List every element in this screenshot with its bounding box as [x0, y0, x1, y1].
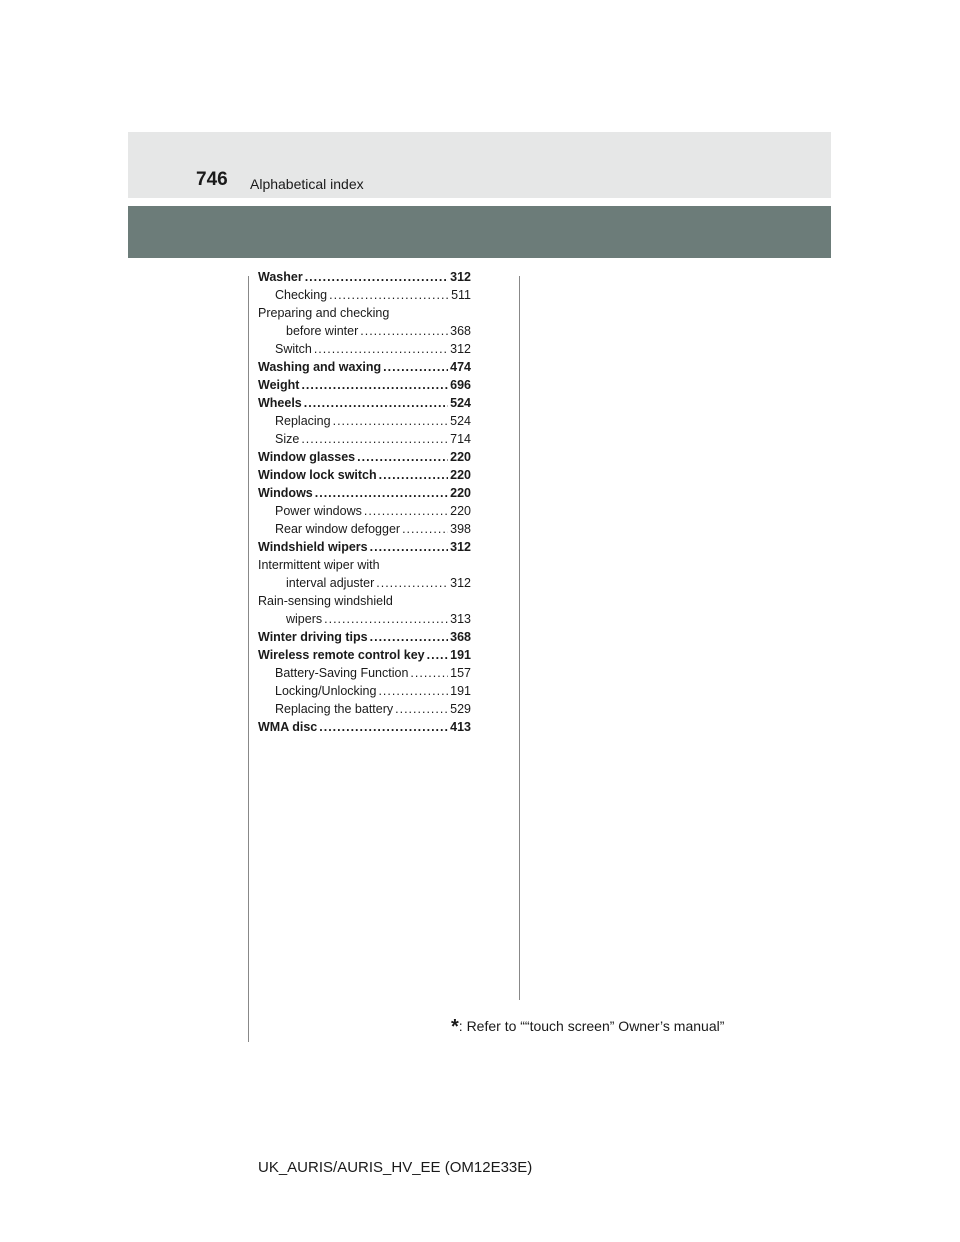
- index-term: Rain-sensing windshield: [258, 594, 393, 608]
- index-page-number: 474: [450, 360, 471, 374]
- dot-leader: [364, 502, 448, 520]
- index-term: Switch: [275, 342, 312, 356]
- index-page-number: 220: [450, 468, 471, 482]
- index-entry: [258, 646, 471, 664]
- index-term: Checking: [275, 288, 328, 302]
- index-page-number: 529: [450, 702, 471, 716]
- dot-leader: [370, 628, 449, 646]
- index-page-number: 413: [450, 720, 471, 734]
- index-term: Washer: [258, 270, 303, 284]
- index-entry: [258, 718, 471, 736]
- dot-leader: [329, 286, 449, 304]
- dot-leader: [333, 412, 449, 430]
- index-entry: [258, 358, 471, 376]
- document-code: UK_AURIS/AURIS_HV_EE (OM12E33E): [258, 1159, 533, 1176]
- dot-leader: [319, 718, 448, 736]
- index-term: Locking/Unlocking: [275, 684, 377, 698]
- index-term: interval adjuster: [286, 576, 375, 590]
- index-page-number: 398: [450, 522, 471, 536]
- footnote: [451, 1016, 724, 1037]
- footnote-text: : Refer to ““touch screen” Owner’s manual”: [458, 1018, 725, 1034]
- index-term: Washing and waxing: [258, 360, 382, 374]
- index-page-number: 313: [450, 612, 471, 626]
- index-entry: [258, 286, 471, 304]
- index-term: Wireless remote control key: [258, 648, 425, 662]
- index-term: Wheels: [258, 396, 302, 410]
- dot-leader: [379, 466, 448, 484]
- index-term: Windshield wipers: [258, 540, 368, 554]
- dot-leader: [383, 358, 448, 376]
- index-entry: [258, 466, 471, 484]
- footnote-marker: *: [451, 1016, 459, 1038]
- index-entry: [258, 628, 471, 646]
- index-term: Windows: [258, 486, 313, 500]
- dot-leader: [370, 538, 449, 556]
- dot-leader: [410, 664, 448, 682]
- dot-leader: [357, 448, 448, 466]
- dot-leader: [402, 520, 448, 538]
- index-entry: [258, 394, 471, 412]
- index-term: Rear window defogger: [275, 522, 401, 536]
- index-entry: [258, 304, 471, 322]
- index-term: Intermittent wiper with: [258, 558, 380, 572]
- index-page-number: 368: [450, 630, 471, 644]
- index-page-number: 157: [450, 666, 471, 680]
- index-page-number: 312: [450, 270, 471, 284]
- index-page-number: 191: [450, 648, 471, 662]
- index-page-number: 714: [450, 432, 471, 446]
- index-entry: [258, 538, 471, 556]
- index-entry: [258, 574, 471, 592]
- index-page-number: 368: [450, 324, 471, 338]
- index-term: Preparing and checking: [258, 306, 390, 320]
- dot-leader: [304, 394, 448, 412]
- index-term: Window lock switch: [258, 468, 377, 482]
- index-page-number: 191: [450, 684, 471, 698]
- dot-leader: [301, 376, 448, 394]
- section-banner: [128, 206, 831, 258]
- index-page-number: 220: [450, 504, 471, 518]
- center-column-divider: [519, 276, 520, 1000]
- dot-leader: [378, 682, 448, 700]
- dot-leader: [314, 340, 448, 358]
- index-entry: [258, 340, 471, 358]
- index-term: WMA disc: [258, 720, 318, 734]
- index-entry: [258, 664, 471, 682]
- dot-leader: [315, 484, 448, 502]
- index-page-number: 696: [450, 378, 471, 392]
- page-number: 746: [196, 169, 228, 190]
- index-page-number: 312: [450, 540, 471, 554]
- index-term: before winter: [286, 324, 359, 338]
- dot-leader: [427, 646, 449, 664]
- index-entry: [258, 448, 471, 466]
- index-term: Window glasses: [258, 450, 356, 464]
- dot-leader: [324, 610, 448, 628]
- index-term: Replacing the battery: [275, 702, 394, 716]
- index-entry: [258, 412, 471, 430]
- index-entry: [258, 556, 471, 574]
- index-entry: [258, 520, 471, 538]
- index-entry: [258, 430, 471, 448]
- dot-leader: [301, 430, 448, 448]
- index-page-number: 312: [450, 576, 471, 590]
- header-bar: [128, 132, 831, 198]
- index-term: Size: [275, 432, 300, 446]
- page-title: Alphabetical index: [250, 176, 364, 192]
- left-column-divider: [248, 276, 249, 1042]
- index-term: wipers: [286, 612, 323, 626]
- index-term: Power windows: [275, 504, 362, 518]
- index-page-number: 220: [450, 486, 471, 500]
- dot-leader: [395, 700, 448, 718]
- index-term: Winter driving tips: [258, 630, 368, 644]
- index-entry: [258, 376, 471, 394]
- dot-leader: [360, 322, 448, 340]
- index-page-number: 524: [450, 396, 471, 410]
- index-list: [258, 268, 471, 736]
- index-page-number: 312: [450, 342, 471, 356]
- index-entry: [258, 268, 471, 286]
- dot-leader: [376, 574, 448, 592]
- index-term: Battery-Saving Function: [275, 666, 409, 680]
- index-entry: [258, 610, 471, 628]
- index-page-number: 511: [451, 288, 471, 302]
- index-page-number: 524: [450, 414, 471, 428]
- index-term: Weight: [258, 378, 300, 392]
- index-term: Replacing: [275, 414, 331, 428]
- index-page-number: 220: [450, 450, 471, 464]
- index-entry: [258, 322, 471, 340]
- index-entry: [258, 682, 471, 700]
- index-entry: [258, 700, 471, 718]
- index-entry: [258, 484, 471, 502]
- dot-leader: [305, 268, 448, 286]
- index-entry: [258, 502, 471, 520]
- index-entry: [258, 592, 471, 610]
